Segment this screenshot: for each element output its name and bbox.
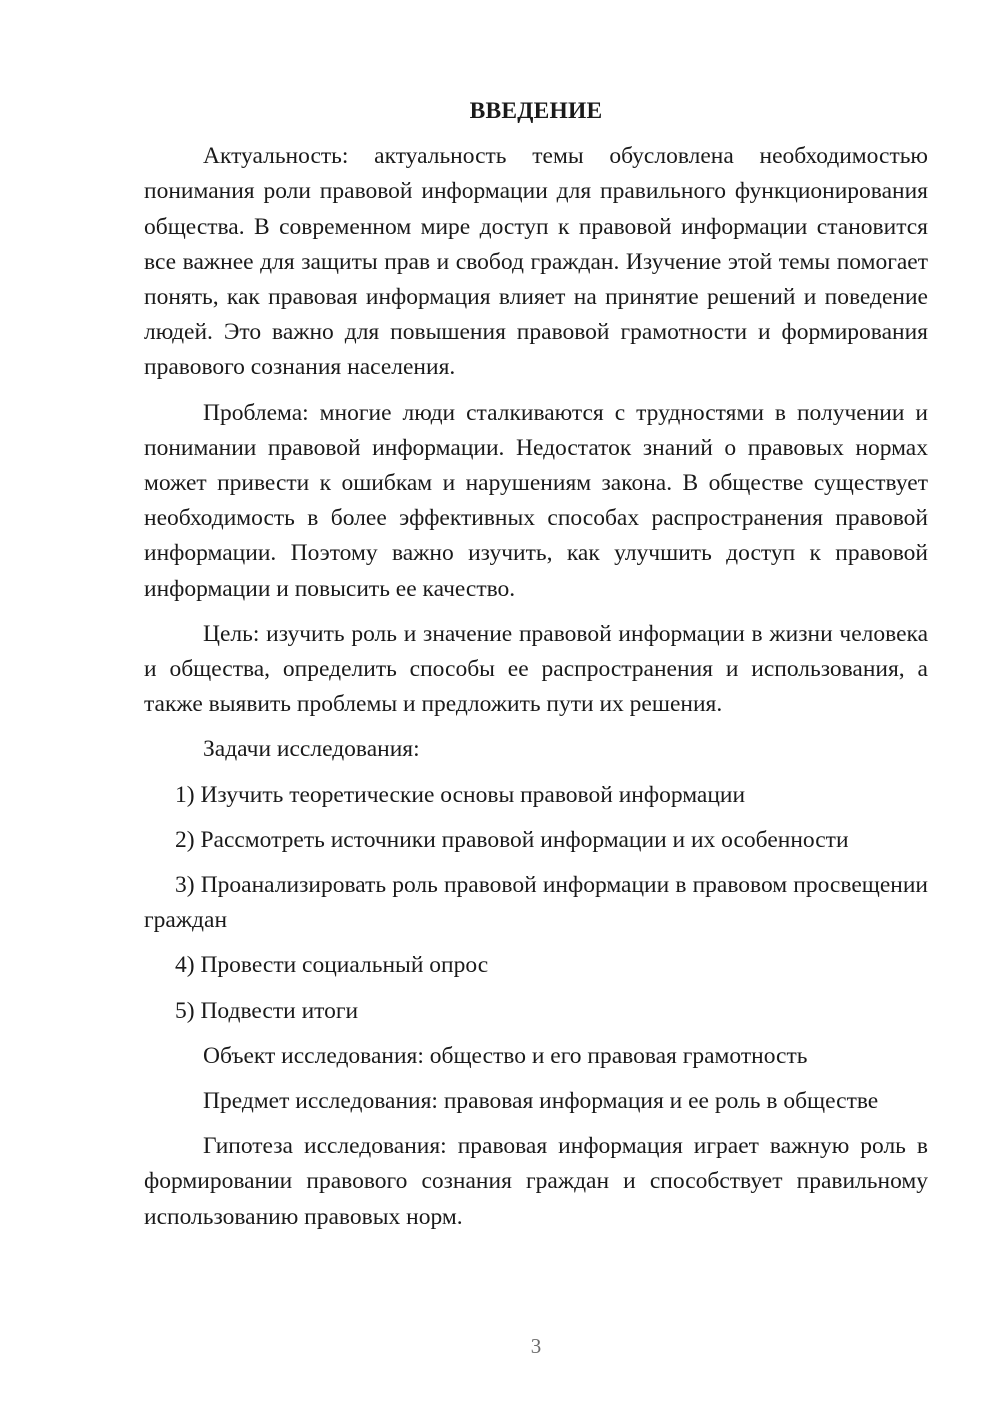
paragraph-subject: Предмет исследования: правовая информация и ее роль в обществе — [203, 1088, 879, 1115]
paragraph-goal: Цель: изучить роль и значение правовой информации в жизни человека и общества, определить способы ее распространения и использования, а также выявить проблемы и предложить пути их решения. — [144, 620, 928, 718]
task-item-4: 4) Провести социальный опрос — [175, 952, 489, 979]
paragraph-relevance: Актуальность: актуальность темы обусловлена необходимостью понимания роли правовой информации для правильного функционирования общества. В современном мире доступ к правовой информации становится все важнее для защиты прав и свобод граждан. Изучение этой темы помогает понять, как правовая информация влияет на принятие решений и поведение людей. Это важно для повышения правовой грамотности и формирования правового сознания населения. — [144, 143, 928, 381]
task-item-1: 1) Изучить теоретические основы правовой информации — [175, 781, 746, 808]
tasks-heading: Задачи исследования: — [203, 736, 420, 763]
page-content — [144, 94, 928, 1245]
task-item-5: 5) Подвести итоги — [175, 997, 359, 1024]
paragraph-hypothesis: Гипотеза исследования: правовая информация играет важную роль в формировании правового сознания граждан и способствует правильному использованию правовых норм. — [144, 1133, 928, 1230]
task-item-3: 3) Проанализировать роль правовой информации в правовом просвещении граждан — [144, 872, 928, 934]
paragraph-object: Объект исследования: общество и его правовая грамотность — [203, 1042, 808, 1069]
task-item-2: 2) Рассмотреть источники правовой информации и их особенности — [175, 826, 849, 853]
section-title: ВВЕДЕНИЕ — [469, 98, 603, 124]
page-number: 3 — [530, 1334, 542, 1358]
paragraph-problem: Проблема: многие люди сталкиваются с трудностями в получении и понимании правовой информации. Недостаток знаний о правовых нормах может привести к ошибкам и нарушениям закона. В обществе существует необходимость в более эффективных способах распространения правовой информации. Поэтому важно изучить, как улучшить доступ к правовой информации и повысить ее качество. — [144, 399, 928, 602]
